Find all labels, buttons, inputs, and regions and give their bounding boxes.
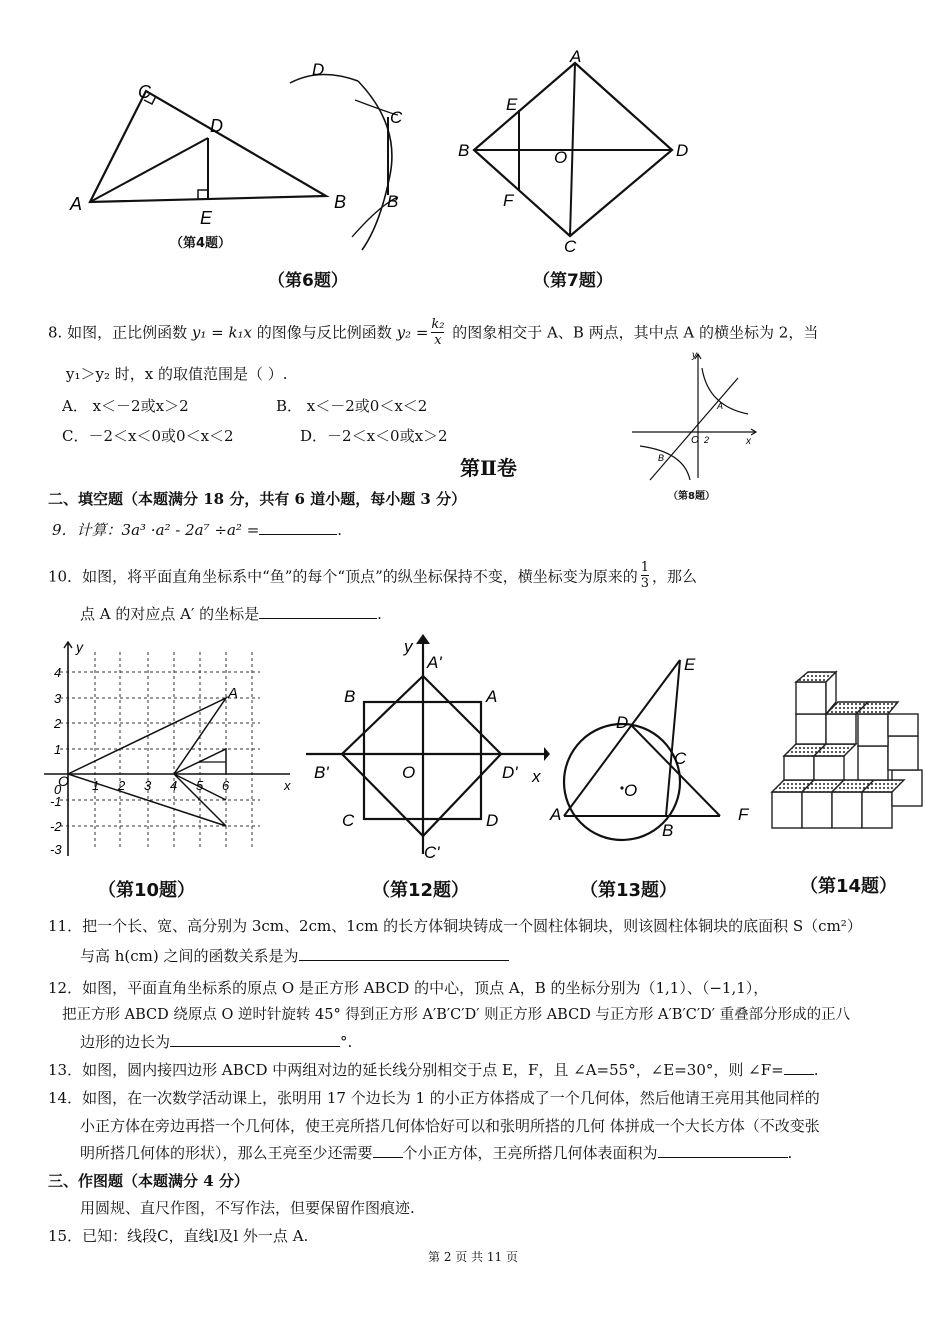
part2-title: 第Ⅱ卷: [460, 456, 517, 480]
q10-line1: 10．如图，将平面直角坐标系中“鱼”的每个“顶点”的纵坐标保持不变，横坐标变为原来的 $\frac{1}{3}$ ，那么: [48, 560, 698, 591]
q11-line2: 与高 h(cm) 之间的函数关系是为: [80, 946, 509, 966]
fig10-ytick: 2: [54, 716, 62, 731]
fig10-ytick: -2: [50, 819, 62, 834]
q8-line2: y₁＞y₂ 时，x 的取值范围是（ ）.: [66, 365, 288, 383]
fig4-label-a: A: [70, 194, 83, 214]
figure-12: [300, 632, 560, 862]
fig8-label-a: A: [717, 401, 724, 411]
q8-option-d: D．－2＜x＜0或x＞2: [300, 427, 448, 445]
section2-heading: 二、填空题（本题满分 18 分，共有 6 道小题，每小题 3 分）: [48, 490, 467, 508]
section3-heading: 三、作图题（本题满分 4 分）: [48, 1172, 249, 1190]
q12-line1: 12．如图，平面直角坐标系的原点 O 是正方形 ABCD 的中心，顶点 A，B 的坐标分别为（1,1）、（−1,1），: [48, 979, 769, 997]
fig7-label-d: D: [676, 141, 689, 160]
q13: 13．如图，圆内接四边形 ABCD 中两组对边的延长线分别相交于点 E，F，且 ∠A=55°，∠E=30°，则 ∠F= .: [48, 1061, 819, 1079]
fig13-label-b: B: [662, 821, 674, 840]
fig8-label-x: x: [746, 436, 751, 447]
fig10-xtick: 1: [92, 778, 100, 793]
fig10-label-y: y: [76, 639, 83, 655]
q9: 9．计算：3a³ ·a² - 2a⁷ ÷a² = .: [52, 521, 343, 539]
fig10-xtick: 2: [118, 778, 126, 793]
fig6-label-c: C: [390, 108, 403, 127]
section3-note: 用圆规、直尺作图，不写作法，但要保留作图痕迹.: [80, 1199, 415, 1217]
q14-line2: 小正方体在旁边再搭一个几何体，使王亮所搭几何体恰好可以和张明所搭的几何 体拼成一个大长方体（不改变张: [80, 1117, 820, 1135]
fig7-label-a: A: [570, 48, 582, 66]
fig13-label-c: C: [674, 749, 687, 768]
fig10-caption: （第10题）: [98, 880, 196, 901]
fig4-label-d: D: [210, 116, 223, 136]
fig13-label-o: O: [624, 781, 638, 800]
fig10-xtick: 5: [196, 778, 204, 793]
fig12-label-c-prime: C': [424, 843, 440, 862]
fig8-label-2: 2: [704, 435, 710, 445]
figure-6: [270, 55, 420, 265]
fig12-caption: （第12题）: [372, 880, 470, 901]
fig10-ytick: 1: [54, 742, 62, 757]
fig13-label-d: D: [616, 713, 629, 732]
figure-13: [540, 650, 765, 850]
fig6-label-d: D: [312, 60, 325, 79]
figure-14: [766, 670, 926, 835]
fig13-label-a: A: [550, 805, 562, 824]
fig8-label-b: B: [658, 453, 665, 463]
fig12-label-d-prime: D': [502, 763, 518, 782]
fig10-ytick: 0: [54, 782, 62, 797]
q8-option-c: C．－2＜x＜0或0＜x＜2: [62, 427, 234, 445]
fig7-label-c: C: [564, 237, 577, 256]
fig13-caption: （第13题）: [580, 880, 678, 901]
fig10-ytick: 4: [54, 665, 62, 680]
q14-line1: 14．如图，在一次数学活动课上，张明用 17 个边长为 1 的小正方体搭成了一个几何体，然后他请王亮用其他同样的: [48, 1089, 820, 1107]
q12-line2: 把正方形 ABCD 绕原点 O 逆时针旋转 45° 得到正方形 A′B′C′D′ 则正方形 ABCD 与正方形 A′B′C′D′ 重叠部分形成的正八: [62, 1007, 851, 1023]
fig10-ytick: -3: [50, 842, 62, 857]
figure-7: [450, 48, 700, 258]
fig12-label-x: x: [532, 767, 541, 786]
fig4-label-b: B: [334, 192, 347, 212]
fig8-caption: （第8题）: [668, 491, 715, 502]
fig7-label-f: F: [503, 191, 514, 210]
q8-line1: 8. 如图，正比例函数 y₁ = k₁x 的图像与反比例函数 y₂ = $\frac{\text{k₂}}{x}$ 的图象相交于 A、B 两点，其中点 A 的横坐标为 2，当: [48, 317, 819, 348]
fig7-label-e: E: [506, 95, 518, 114]
fig10-xtick: 3: [144, 778, 152, 793]
fig12-label-d: D: [486, 811, 499, 830]
fig7-caption: （第7题）: [533, 271, 613, 291]
fig12-label-c: C: [342, 811, 355, 830]
q14-line3: 明所搭几何体的形状），那么王亮至少还需要 个小正方体，王亮所搭几何体表面积为 .: [80, 1144, 793, 1162]
page-footer: 第 2 页 共 11 页: [428, 1250, 518, 1264]
fig14-caption: （第14题）: [800, 876, 898, 897]
fig12-label-b-prime: B': [314, 763, 329, 782]
fig12-label-a: A: [486, 687, 498, 706]
q12-line3: 边形的边长为 °.: [80, 1033, 353, 1051]
fig6-caption: （第6题）: [268, 271, 348, 291]
fig12-label-b: B: [344, 687, 356, 706]
fig7-label-o: O: [554, 148, 568, 167]
fig13-label-e: E: [684, 655, 696, 674]
fig10-ytick: -1: [50, 794, 62, 809]
fig10-label-x: x: [284, 778, 291, 793]
fig4-label-c: C: [138, 82, 151, 102]
fig8-label-o: O: [691, 435, 699, 446]
figure-10: [40, 632, 302, 862]
fig8-label-y: y: [692, 350, 697, 361]
fig10-label-a: A: [228, 685, 239, 702]
fig12-label-y: y: [404, 637, 413, 656]
fig4-label-e: E: [200, 208, 213, 228]
fig10-xtick: 4: [170, 778, 178, 793]
fig6-label-b: B: [387, 192, 399, 211]
fig10-ytick: 3: [54, 691, 62, 706]
fig4-caption: （第4题）: [170, 236, 232, 251]
fig12-label-a-prime: A': [427, 653, 442, 672]
fig10-xtick: 6: [222, 778, 230, 793]
fig12-label-o: O: [402, 763, 416, 782]
q10-line2: 点 A 的对应点 A′ 的坐标是 .: [80, 605, 382, 623]
fig10-label-o: O: [58, 773, 69, 789]
q8-option-a: A． x＜－2或x＞2: [62, 397, 189, 415]
fig13-label-f: F: [738, 805, 749, 824]
fig7-label-b: B: [458, 141, 470, 160]
q11-line1: 11．把一个长、宽、高分别为 3cm、2cm、1cm 的长方体铜块铸成一个圆柱体铜块，则该圆柱体铜块的底面积 S（cm²）: [48, 917, 862, 935]
q15: 15．已知：线段C，直线l及l 外一点 A.: [48, 1227, 309, 1245]
figure-8: [628, 348, 763, 483]
q8-option-b: B． x＜－2或0＜x＜2: [276, 397, 428, 415]
